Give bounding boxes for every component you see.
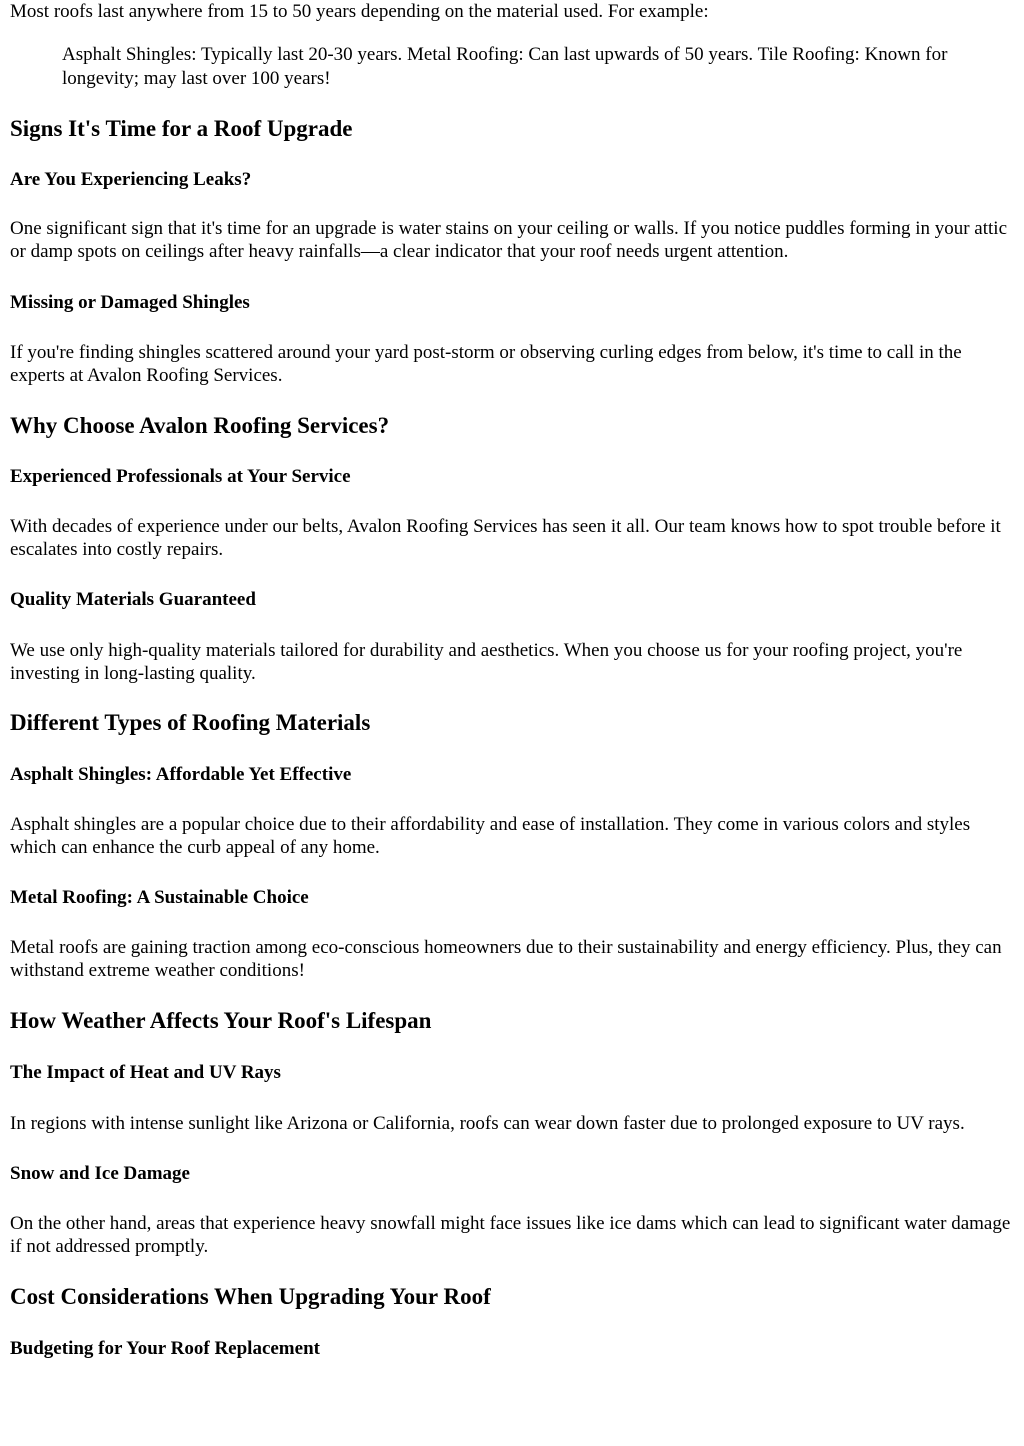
paragraph-metal-roofing: Metal roofs are gaining traction among eco-conscious homeowners due to their sustainability and energy efficiency. Plus, they can withstand extreme weather conditions! xyxy=(10,937,1002,981)
section-heading-roof-upgrade-signs: Signs It's Time for a Roof Upgrade xyxy=(10,116,353,141)
section-heading-cost-considerations: Cost Considerations When Upgrading Your Roof xyxy=(10,1284,491,1309)
subheading-metal-roofing: Metal Roofing: A Sustainable Choice xyxy=(10,887,309,908)
article xyxy=(10,0,1016,1360)
subheading-heat-uv: The Impact of Heat and UV Rays xyxy=(10,1062,281,1083)
section-heading-weather-effects: How Weather Affects Your Roof's Lifespan xyxy=(10,1008,432,1033)
subheading-budgeting: Budgeting for Your Roof Replacement xyxy=(10,1338,320,1359)
paragraph-missing-shingles: If you're finding shingles scattered around your yard post-storm or observing curling edges from below, it's time to call in the experts at Avalon Roofing Services. xyxy=(10,342,962,386)
subheading-asphalt-shingles: Asphalt Shingles: Affordable Yet Effective xyxy=(10,764,352,785)
paragraph-leaks: One significant sign that it's time for an upgrade is water stains on your ceiling or walls. If you notice puddles forming in your attic or damp spots on ceilings after heavy rainfalls—a clear indicator that your roof needs urgent attention. xyxy=(10,218,1008,262)
subheading-snow-ice: Snow and Ice Damage xyxy=(10,1163,190,1184)
paragraph-quality-materials: We use only high-quality materials tailored for durability and aesthetics. When you choose us for your roofing project, you're investing in long-lasting quality. xyxy=(10,640,963,684)
subheading-leaks: Are You Experiencing Leaks? xyxy=(10,169,252,190)
paragraph-heat-uv: In regions with intense sunlight like Arizona or California, roofs can wear down faster due to prolonged exposure to UV rays. xyxy=(10,1113,965,1134)
paragraph-experienced-professionals: With decades of experience under our belts, Avalon Roofing Services has seen it all. Our team knows how to spot trouble before it escalates into costly repairs. xyxy=(10,516,1001,560)
section-heading-why-avalon: Why Choose Avalon Roofing Services? xyxy=(10,413,390,438)
subheading-quality-materials: Quality Materials Guaranteed xyxy=(10,589,256,610)
section-heading-roofing-materials: Different Types of Roofing Materials xyxy=(10,710,371,735)
lifespan-quote: Asphalt Shingles: Typically last 20-30 years. Metal Roofing: Can last upwards of 50 years. Tile Roofing: Known for longevity; may last over 100 years! xyxy=(62,44,948,89)
paragraph-snow-ice: On the other hand, areas that experience heavy snowfall might face issues like ice dams which can lead to significant water damage if not addressed promptly. xyxy=(10,1213,1011,1257)
intro-paragraph: Most roofs last anywhere from 15 to 50 years depending on the material used. For example: xyxy=(10,1,709,22)
paragraph-asphalt-shingles: Asphalt shingles are a popular choice due to their affordability and ease of installation. They come in various colors and styles which can enhance the curb appeal of any home. xyxy=(10,814,971,858)
subheading-experienced-professionals: Experienced Professionals at Your Service xyxy=(10,466,351,487)
subheading-missing-shingles: Missing or Damaged Shingles xyxy=(10,292,250,313)
